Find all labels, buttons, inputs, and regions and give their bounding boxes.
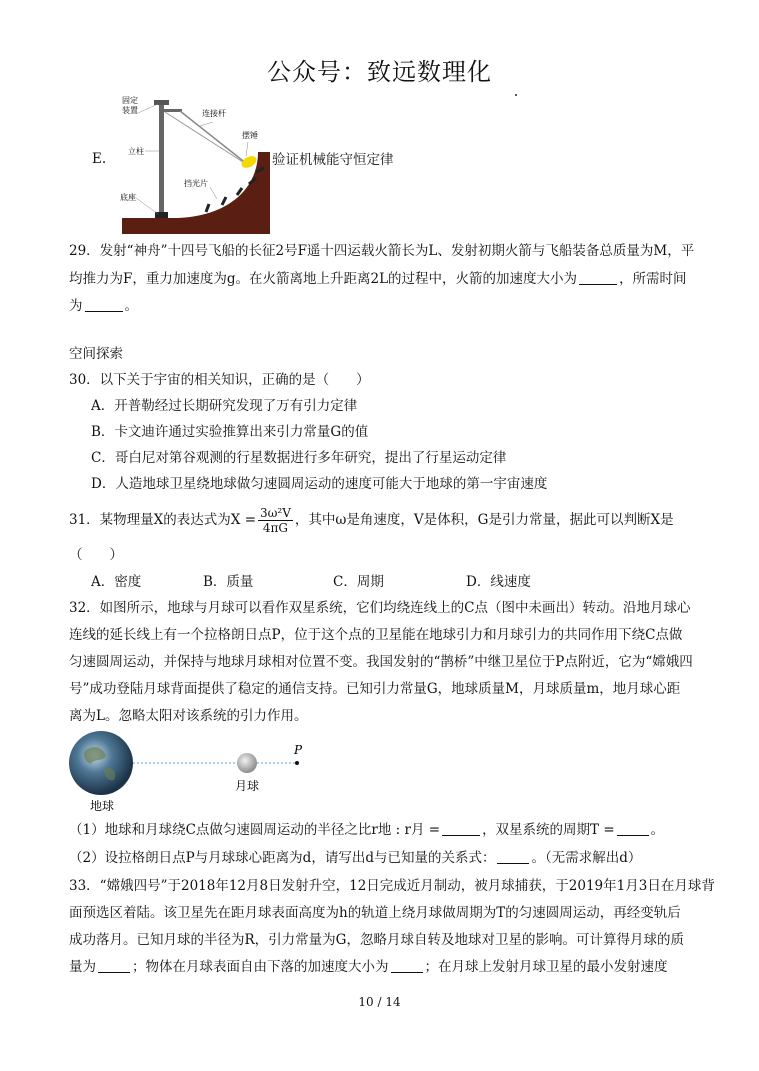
q33-line4: 量为 ；物体在月球表面自由下落的加速度大小为 ；在月球上发射月球卫星的最小发射速度: [69, 959, 668, 975]
q29-line2: 均推力为F，重力加速度为g。在火箭离地上升距离2L的过程中，火箭的加速度大小为 ，所需时间: [69, 271, 687, 287]
q33-line2: 面预选区着陆。该卫星先在距月球表面高度为h的轨道上绕月球做周期为T的匀速圆周运动，再经变轨后: [69, 905, 681, 921]
apparatus-fixed-top: [154, 100, 169, 105]
q29-blank-acceleration[interactable]: [579, 270, 617, 285]
q31-stem: 31．某物理量X的表达式为X = $\frac{\text{3ω²V}}{4\pi G}$ ，其中ω是角速度，V是体积，G是引力常量，据此可以判断X是: [69, 506, 674, 535]
label-upright: 立柱: [128, 147, 144, 156]
q31-option-a[interactable]: A．密度: [91, 574, 142, 590]
q32-line1: 32．如图所示，地球与月球可以看作双星系统，它们均绕连线上的C点（图中未画出）转动。沿地月球心: [69, 600, 691, 616]
q33-line1: 33．“嫦娥四号”于2018年12月8日发射升空，12日完成近月制动，被月球捕获，于2019年1月3日在月球背: [69, 878, 715, 894]
q32-line3: 匀速圆周运动，并保持与地球月球相对位置不变。我国发射的“鹊桥”中继卫星位于P点附近，它为“嫦娥四: [69, 654, 693, 670]
q31-paren: （ ）: [69, 547, 123, 563]
q32-line5: 离为L。忽略太阳对该系统的引力作用。: [69, 708, 308, 724]
q29-line3: 为 。: [69, 298, 138, 314]
label-connecting-rod: 连接杆: [202, 109, 226, 118]
apparatus-bracket: [162, 109, 182, 112]
q31-formula-fraction: $\frac{\text{3ω²V}}{4\pi G}$: [260, 506, 291, 535]
q33-line3: 成功落月。已知月球的半径为R，引力常量为G，忽略月球自转及地球对卫星的影响。可计算得月球的质: [69, 932, 684, 948]
q29-line1: 29．发射“神舟”十四号飞船的长征2号F遥十四运载火箭长为L、发射初期火箭与飞船装备总质量为M，平: [69, 243, 695, 259]
figure-e-caption: 验证机械能守恒定律: [272, 152, 394, 168]
point-p-label: P: [294, 743, 303, 757]
page-header-title: 公众号：致远数理化: [267, 58, 492, 86]
q30-option-a[interactable]: A．开普勒经过长期研究发现了万有引力定律: [91, 398, 358, 414]
q31-option-c[interactable]: C．周期: [333, 574, 384, 590]
q32-blank-radius-ratio[interactable]: [442, 821, 480, 836]
section-title: 空间探索: [69, 346, 123, 362]
connecting-rod: [180, 111, 247, 164]
stray-dot: [515, 94, 517, 96]
q32-line2: 连线的延长线上有一个拉格朗日点P，位于这个点的卫星能在地球引力和月球引力的共同作用下绕C点做: [69, 627, 683, 643]
earth-sphere: [69, 731, 133, 795]
moon-sphere: [237, 753, 257, 773]
label-pendulum: 摆锤: [242, 131, 258, 140]
q32-blank-relation[interactable]: [497, 849, 529, 864]
q32-sub2: （2）设拉格朗日点P与月球球心距离为d，请写出d与已知量的关系式： 。（无需求解出d）: [69, 850, 642, 866]
pendulum-apparatus-figure: [118, 94, 270, 234]
label-shading-piece: 挡光片: [184, 179, 208, 188]
earth-moon-figure: [66, 728, 326, 818]
option-e-label: E.: [92, 151, 107, 167]
apparatus-pillar: [159, 100, 164, 218]
label-base: 底座: [120, 193, 136, 202]
label-fixed-device-2: 装置: [122, 106, 138, 115]
q32-line4: 号”成功登陆月球背面提供了稳定的通信支持。已知引力常量G，地球质量M，月球质量m，地月球心距: [69, 681, 681, 697]
q30-option-d[interactable]: D．人造地球卫星绕地球做匀速圆周运动的速度可能大于地球的第一宇宙速度: [91, 476, 548, 492]
earth-label: 地球: [90, 799, 115, 813]
moon-label: 月球: [235, 779, 260, 793]
pendulum-bob: [240, 154, 259, 171]
q31-option-b[interactable]: B．质量: [203, 574, 254, 590]
q29-blank-time[interactable]: [85, 297, 123, 312]
apparatus-foot: [155, 212, 168, 218]
q33-blank-mass[interactable]: [98, 958, 130, 973]
q30-option-b[interactable]: B．卡文迪许通过实验推算出来引力常量G的值: [91, 424, 369, 440]
q32-blank-period[interactable]: [617, 821, 649, 836]
lagrange-point-p: [295, 761, 299, 765]
q30-option-c[interactable]: C．哥白尼对第谷观测的行星数据进行多年研究，提出了行星运动定律: [91, 450, 507, 466]
q33-blank-acceleration[interactable]: [391, 958, 423, 973]
q31-option-d[interactable]: D．线速度: [466, 574, 531, 590]
q30-stem: 30．以下关于宇宙的相关知识，正确的是（ ）: [69, 372, 370, 388]
q32-sub1: （1）地球和月球绕C点做匀速圆周运动的半径之比r地 : r月 = ，双星系统的周期T = 。: [69, 822, 665, 838]
page-number: 10 / 14: [358, 995, 401, 1009]
label-fixed-device-1: 固定: [122, 96, 138, 105]
